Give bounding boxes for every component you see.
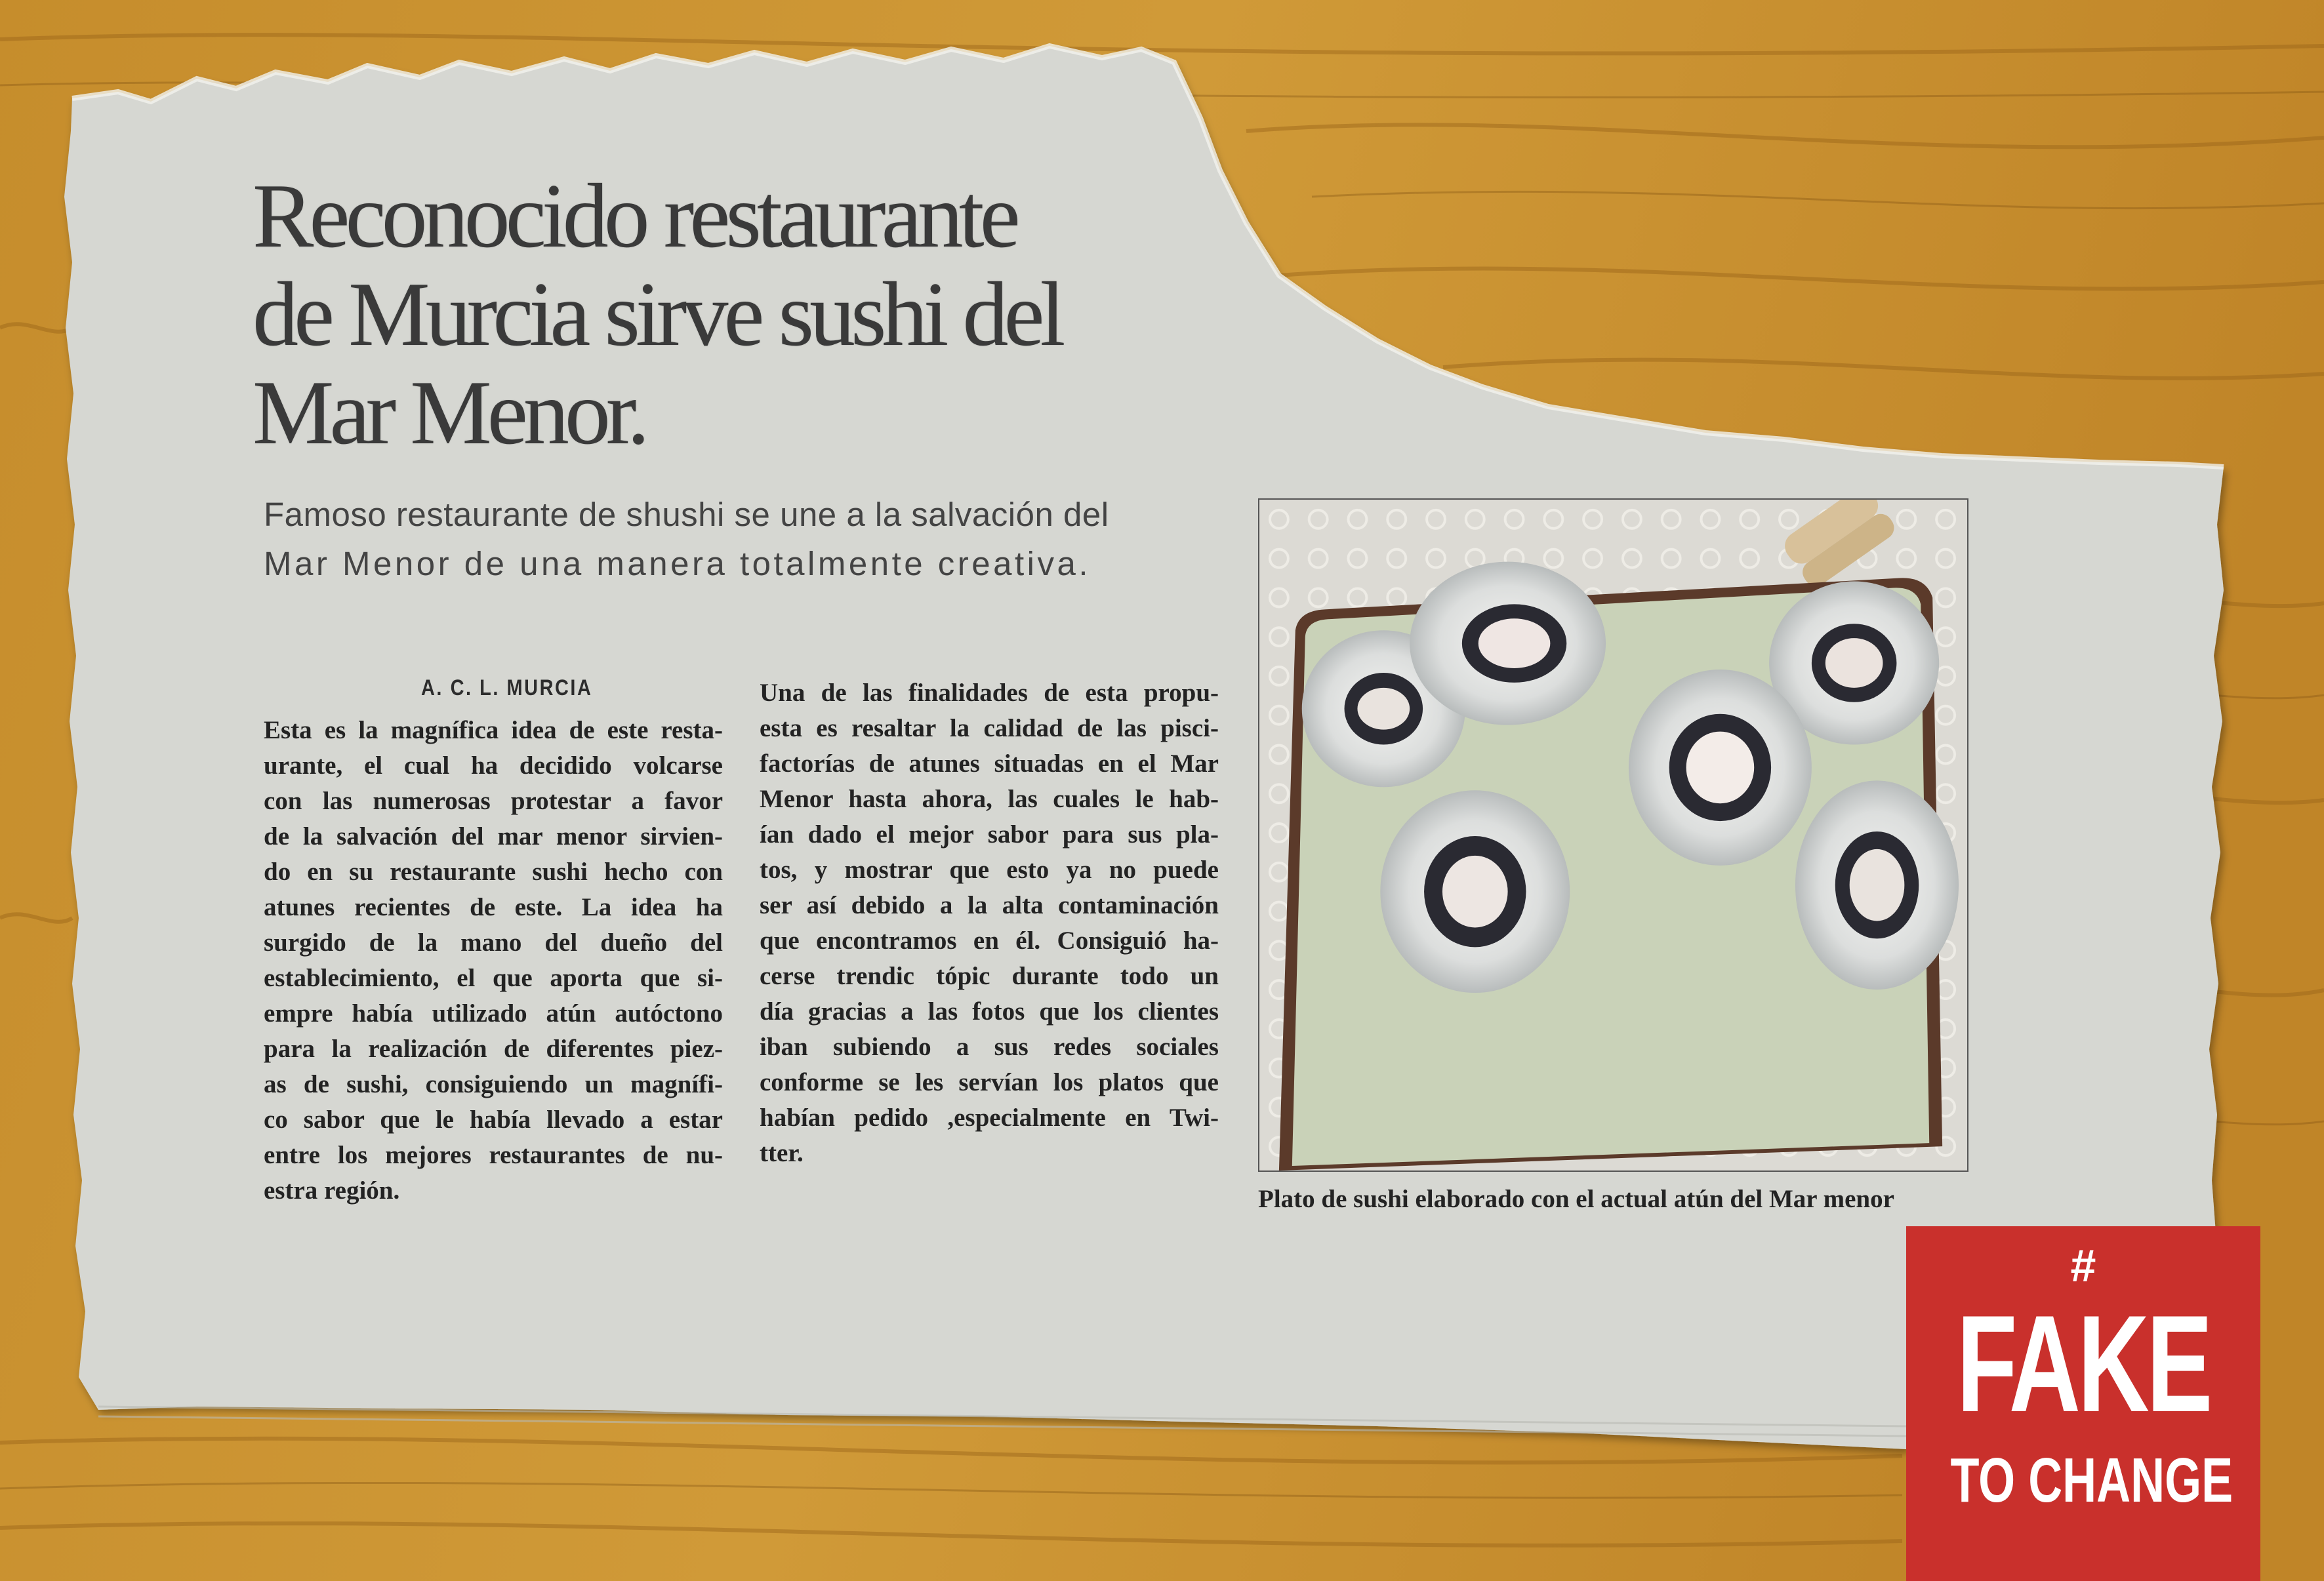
article-column-1: [264, 713, 723, 1209]
article-line: atunes recientes de este. La idea ha: [264, 893, 723, 921]
article-line: ían dado el mejor sabor para sus pla-: [760, 820, 1219, 849]
article-line: surgido de la mano del dueño del: [264, 929, 723, 957]
article-line: que encontramos en él. Consiguió ha-: [760, 927, 1219, 955]
article-line: Esta es la magnífica idea de este resta-: [264, 716, 723, 744]
article-line: esta es resaltar la calidad de las pisci-: [760, 714, 1219, 742]
article-line: empre había utilizado atún autóctono: [264, 999, 723, 1028]
article-line: entre los mejores restaurantes de nu-: [264, 1141, 723, 1169]
article-line: para la realización de diferentes piez-: [264, 1035, 723, 1063]
article-line: tter.: [760, 1139, 804, 1167]
photo-caption: Plato de sushi elaborado con el actual atún del Mar menor: [1258, 1185, 1894, 1213]
article-line: de la salvación del mar menor sirvien-: [264, 822, 723, 851]
article-line: conforme se les servían los platos que: [760, 1068, 1219, 1096]
headline: [253, 167, 1263, 462]
article-line: Menor hasta ahora, las cuales le hab-: [760, 785, 1219, 813]
headline-line: Reconocido restaurante: [253, 165, 1016, 267]
badge-fake-text: FAKE: [1957, 1287, 2210, 1441]
badge-hash: #: [2070, 1240, 2096, 1291]
headline-line: Mar Menor.: [253, 362, 645, 464]
badge-change-text: TO CHANGE: [1950, 1445, 2233, 1515]
article-line: estra región.: [264, 1176, 400, 1205]
article-line: urante, el cual ha decidido volcarse: [264, 751, 723, 780]
subtitle-line: Mar Menor de una manera totalmente creativa.: [264, 545, 1091, 582]
article-line: as de sushi, consiguiendo un magnífi-: [264, 1070, 723, 1098]
article-line: ser así debido a la alta contaminación: [760, 891, 1219, 919]
fake-to-change-badge: [1906, 1226, 2260, 1581]
article-line: factorías de atunes situadas en el Mar: [760, 750, 1219, 778]
article-line: tos, y mostrar que esto ya no puede: [760, 856, 1219, 884]
article-line: día gracias a las fotos que los clientes: [760, 997, 1219, 1026]
article-column-2: [760, 675, 1219, 1171]
article-line: con las numerosas protestar a favor: [264, 787, 723, 815]
subtitle-line: Famoso restaurante de shushi se une a la salvación del: [264, 496, 1109, 533]
article-line: do en su restaurante sushi hecho con: [264, 858, 723, 886]
byline: A. C. L. MURCIA: [421, 675, 593, 700]
article-line: establecimiento, el que aporta que si-: [264, 964, 723, 992]
article-line: habían pedido ,especialmente en Twi-: [760, 1104, 1219, 1132]
sushi-photo: [1258, 498, 1968, 1172]
article-line: co sabor que le había llevado a estar: [264, 1106, 723, 1134]
article-line: iban subiendo a sus redes sociales: [760, 1033, 1219, 1061]
article-line: cerse trendic tópic durante todo un: [760, 962, 1219, 990]
article-line: Una de las finalidades de esta propu-: [760, 679, 1219, 707]
headline-line: de Murcia sirve sushi del: [253, 264, 1061, 365]
